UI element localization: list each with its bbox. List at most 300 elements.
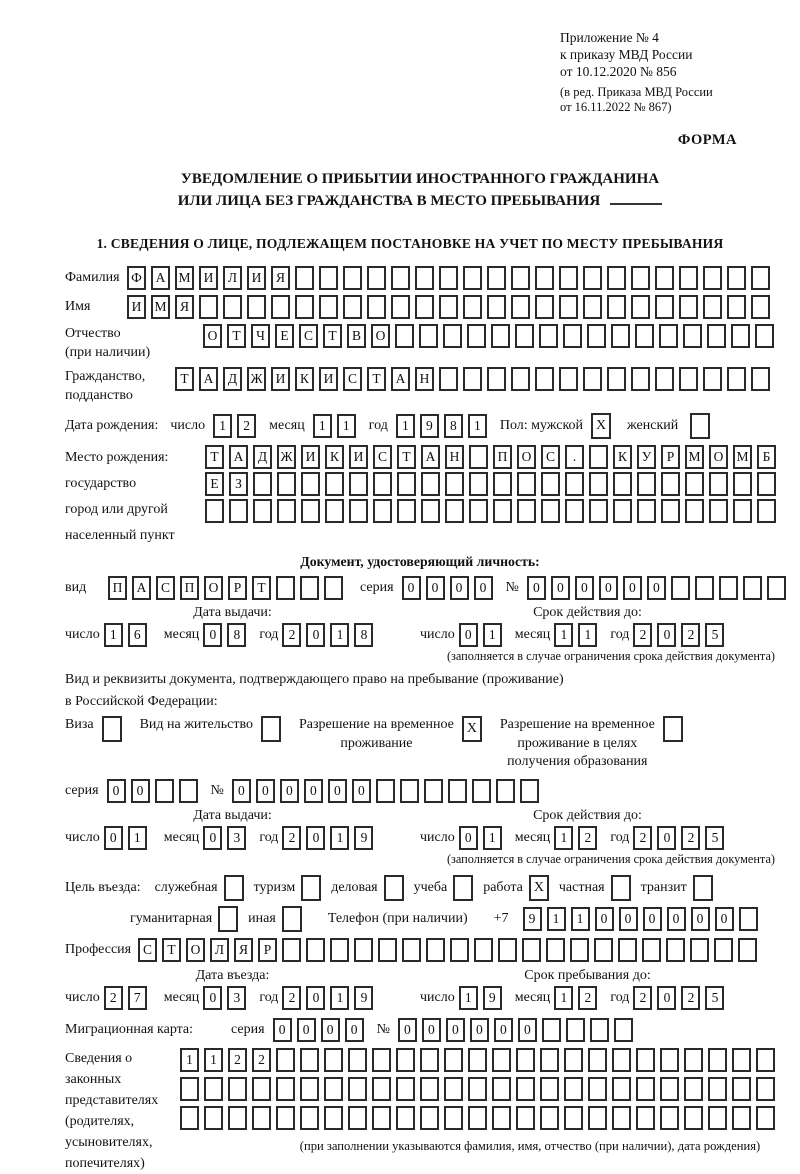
char-cell[interactable]: 2 — [681, 986, 700, 1010]
char-cell[interactable]: 5 — [705, 986, 724, 1010]
char-cell[interactable] — [685, 472, 704, 496]
char-cell[interactable] — [565, 499, 584, 523]
char-cell[interactable]: 0 — [321, 1018, 340, 1042]
char-cell[interactable] — [541, 472, 560, 496]
char-cell[interactable]: 2 — [104, 986, 123, 1010]
char-cell[interactable] — [474, 938, 493, 962]
char-cell[interactable] — [324, 576, 343, 600]
char-cell[interactable]: И — [319, 367, 338, 391]
char-cell[interactable]: 1 — [330, 986, 349, 1010]
char-cell[interactable] — [276, 576, 295, 600]
char-cell[interactable] — [468, 1106, 487, 1130]
char-cell[interactable]: 0 — [232, 779, 251, 803]
char-cell[interactable]: 1 — [180, 1048, 199, 1072]
char-cell[interactable] — [397, 499, 416, 523]
char-cell[interactable]: И — [301, 445, 320, 469]
char-cell[interactable]: 1 — [554, 986, 573, 1010]
char-cell[interactable]: 1 — [547, 907, 566, 931]
char-cell[interactable]: 9 — [420, 414, 439, 438]
char-cell[interactable]: 0 — [104, 826, 123, 850]
char-cell[interactable] — [520, 779, 539, 803]
char-cell[interactable] — [373, 499, 392, 523]
char-cell[interactable]: 5 — [705, 826, 724, 850]
char-cell[interactable] — [469, 445, 488, 469]
char-cell[interactable]: 1 — [337, 414, 356, 438]
residence-permit-checkbox[interactable] — [261, 716, 281, 742]
char-cell[interactable] — [731, 324, 750, 348]
char-cell[interactable]: 1 — [128, 826, 147, 850]
char-cell[interactable] — [714, 938, 733, 962]
char-cell[interactable] — [271, 295, 290, 319]
char-cell[interactable]: 0 — [297, 1018, 316, 1042]
char-cell[interactable]: 0 — [328, 779, 347, 803]
char-cell[interactable] — [450, 938, 469, 962]
char-cell[interactable] — [349, 499, 368, 523]
char-cell[interactable] — [205, 499, 224, 523]
char-cell[interactable] — [463, 266, 482, 290]
char-cell[interactable] — [588, 1106, 607, 1130]
char-cell[interactable] — [204, 1077, 223, 1101]
char-cell[interactable]: К — [613, 445, 632, 469]
char-cell[interactable]: 0 — [273, 1018, 292, 1042]
char-cell[interactable] — [732, 1077, 751, 1101]
char-cell[interactable]: Р — [228, 576, 247, 600]
char-cell[interactable] — [496, 779, 515, 803]
char-cell[interactable]: 0 — [595, 907, 614, 931]
char-cell[interactable] — [469, 499, 488, 523]
char-cell[interactable] — [589, 445, 608, 469]
char-cell[interactable]: 0 — [446, 1018, 465, 1042]
char-cell[interactable]: К — [295, 367, 314, 391]
char-cell[interactable] — [415, 295, 434, 319]
char-cell[interactable]: 0 — [306, 826, 325, 850]
char-cell[interactable] — [708, 1048, 727, 1072]
char-cell[interactable]: 1 — [571, 907, 590, 931]
char-cell[interactable] — [583, 266, 602, 290]
char-cell[interactable]: О — [371, 324, 390, 348]
purpose-business-checkbox[interactable] — [224, 875, 244, 901]
char-cell[interactable]: 0 — [280, 779, 299, 803]
char-cell[interactable] — [343, 295, 362, 319]
char-cell[interactable]: 0 — [459, 623, 478, 647]
char-cell[interactable] — [324, 1048, 343, 1072]
char-cell[interactable] — [727, 295, 746, 319]
char-cell[interactable] — [733, 472, 752, 496]
char-cell[interactable] — [612, 1048, 631, 1072]
char-cell[interactable] — [636, 1077, 655, 1101]
char-cell[interactable]: Ф — [127, 266, 146, 290]
char-cell[interactable] — [415, 266, 434, 290]
char-cell[interactable] — [295, 266, 314, 290]
char-cell[interactable] — [690, 938, 709, 962]
char-cell[interactable] — [391, 295, 410, 319]
char-cell[interactable] — [660, 1048, 679, 1072]
char-cell[interactable]: М — [175, 266, 194, 290]
char-cell[interactable]: С — [299, 324, 318, 348]
char-cell[interactable]: О — [203, 324, 222, 348]
char-cell[interactable] — [707, 324, 726, 348]
char-cell[interactable] — [589, 499, 608, 523]
char-cell[interactable]: Н — [415, 367, 434, 391]
char-cell[interactable]: Т — [175, 367, 194, 391]
char-cell[interactable] — [348, 1048, 367, 1072]
char-cell[interactable] — [636, 1106, 655, 1130]
char-cell[interactable] — [637, 472, 656, 496]
char-cell[interactable] — [343, 266, 362, 290]
char-cell[interactable] — [703, 266, 722, 290]
char-cell[interactable]: 0 — [575, 576, 594, 600]
char-cell[interactable]: 0 — [422, 1018, 441, 1042]
char-cell[interactable]: А — [229, 445, 248, 469]
char-cell[interactable] — [683, 324, 702, 348]
char-cell[interactable]: 1 — [578, 623, 597, 647]
char-cell[interactable]: Я — [271, 266, 290, 290]
char-cell[interactable] — [612, 1106, 631, 1130]
char-cell[interactable] — [679, 295, 698, 319]
char-cell[interactable] — [367, 266, 386, 290]
char-cell[interactable]: Р — [258, 938, 277, 962]
char-cell[interactable]: 2 — [282, 986, 301, 1010]
char-cell[interactable] — [491, 324, 510, 348]
char-cell[interactable] — [511, 367, 530, 391]
char-cell[interactable]: Я — [234, 938, 253, 962]
char-cell[interactable]: 0 — [518, 1018, 537, 1042]
char-cell[interactable]: А — [391, 367, 410, 391]
char-cell[interactable] — [559, 295, 578, 319]
char-cell[interactable] — [703, 295, 722, 319]
char-cell[interactable] — [563, 324, 582, 348]
char-cell[interactable] — [709, 472, 728, 496]
char-cell[interactable] — [402, 938, 421, 962]
char-cell[interactable] — [709, 499, 728, 523]
char-cell[interactable] — [594, 938, 613, 962]
char-cell[interactable]: Ж — [277, 445, 296, 469]
char-cell[interactable] — [348, 1106, 367, 1130]
char-cell[interactable] — [666, 938, 685, 962]
char-cell[interactable]: И — [247, 266, 266, 290]
char-cell[interactable] — [492, 1077, 511, 1101]
char-cell[interactable] — [354, 938, 373, 962]
char-cell[interactable] — [472, 779, 491, 803]
char-cell[interactable]: 0 — [474, 576, 493, 600]
char-cell[interactable]: 3 — [227, 826, 246, 850]
char-cell[interactable] — [612, 1077, 631, 1101]
char-cell[interactable]: Т — [367, 367, 386, 391]
char-cell[interactable] — [487, 295, 506, 319]
char-cell[interactable]: 0 — [643, 907, 662, 931]
char-cell[interactable]: 1 — [459, 986, 478, 1010]
char-cell[interactable]: С — [138, 938, 157, 962]
char-cell[interactable]: А — [421, 445, 440, 469]
char-cell[interactable] — [535, 367, 554, 391]
char-cell[interactable]: К — [325, 445, 344, 469]
char-cell[interactable]: 0 — [551, 576, 570, 600]
char-cell[interactable]: И — [199, 266, 218, 290]
char-cell[interactable] — [661, 499, 680, 523]
char-cell[interactable] — [542, 1018, 561, 1042]
char-cell[interactable] — [445, 499, 464, 523]
char-cell[interactable]: 0 — [599, 576, 618, 600]
char-cell[interactable] — [516, 1106, 535, 1130]
char-cell[interactable] — [756, 1048, 775, 1072]
char-cell[interactable] — [695, 576, 714, 600]
char-cell[interactable] — [420, 1077, 439, 1101]
purpose-private-checkbox[interactable] — [611, 875, 631, 901]
char-cell[interactable] — [282, 938, 301, 962]
char-cell[interactable] — [300, 1048, 319, 1072]
char-cell[interactable] — [607, 266, 626, 290]
char-cell[interactable]: Д — [253, 445, 272, 469]
char-cell[interactable] — [396, 1106, 415, 1130]
char-cell[interactable] — [445, 472, 464, 496]
char-cell[interactable]: 1 — [213, 414, 232, 438]
char-cell[interactable] — [448, 779, 467, 803]
char-cell[interactable] — [487, 367, 506, 391]
char-cell[interactable] — [607, 367, 626, 391]
char-cell[interactable]: 6 — [128, 623, 147, 647]
char-cell[interactable] — [300, 1106, 319, 1130]
char-cell[interactable] — [330, 938, 349, 962]
char-cell[interactable]: 0 — [667, 907, 686, 931]
char-cell[interactable]: 2 — [252, 1048, 271, 1072]
char-cell[interactable] — [757, 472, 776, 496]
char-cell[interactable]: 0 — [203, 623, 222, 647]
char-cell[interactable] — [319, 295, 338, 319]
char-cell[interactable] — [372, 1106, 391, 1130]
char-cell[interactable] — [277, 472, 296, 496]
char-cell[interactable] — [564, 1048, 583, 1072]
char-cell[interactable]: 2 — [633, 623, 652, 647]
char-cell[interactable] — [439, 266, 458, 290]
char-cell[interactable]: 9 — [523, 907, 542, 931]
char-cell[interactable] — [755, 324, 774, 348]
char-cell[interactable] — [378, 938, 397, 962]
char-cell[interactable] — [727, 266, 746, 290]
char-cell[interactable]: 0 — [306, 986, 325, 1010]
char-cell[interactable] — [493, 472, 512, 496]
char-cell[interactable] — [685, 499, 704, 523]
char-cell[interactable] — [655, 295, 674, 319]
char-cell[interactable] — [295, 295, 314, 319]
char-cell[interactable]: 0 — [657, 826, 676, 850]
char-cell[interactable]: И — [127, 295, 146, 319]
char-cell[interactable] — [372, 1077, 391, 1101]
char-cell[interactable] — [421, 472, 440, 496]
char-cell[interactable] — [522, 938, 541, 962]
char-cell[interactable] — [396, 1077, 415, 1101]
char-cell[interactable]: Т — [227, 324, 246, 348]
char-cell[interactable]: 0 — [657, 986, 676, 1010]
char-cell[interactable]: 2 — [578, 986, 597, 1010]
char-cell[interactable] — [247, 295, 266, 319]
char-cell[interactable]: 0 — [527, 576, 546, 600]
char-cell[interactable]: 0 — [691, 907, 710, 931]
char-cell[interactable] — [607, 295, 626, 319]
char-cell[interactable] — [684, 1048, 703, 1072]
char-cell[interactable] — [684, 1077, 703, 1101]
sex-male-checkbox[interactable]: X — [591, 413, 611, 439]
char-cell[interactable] — [424, 779, 443, 803]
char-cell[interactable] — [708, 1077, 727, 1101]
char-cell[interactable]: Р — [661, 445, 680, 469]
temp-residence-checkbox[interactable]: X — [462, 716, 482, 742]
char-cell[interactable] — [439, 367, 458, 391]
char-cell[interactable] — [732, 1106, 751, 1130]
char-cell[interactable] — [743, 576, 762, 600]
char-cell[interactable]: . — [565, 445, 584, 469]
char-cell[interactable] — [659, 324, 678, 348]
char-cell[interactable] — [583, 367, 602, 391]
char-cell[interactable]: М — [733, 445, 752, 469]
char-cell[interactable]: 0 — [657, 623, 676, 647]
char-cell[interactable] — [325, 499, 344, 523]
char-cell[interactable]: С — [541, 445, 560, 469]
char-cell[interactable] — [631, 367, 650, 391]
char-cell[interactable] — [467, 324, 486, 348]
char-cell[interactable]: 9 — [483, 986, 502, 1010]
char-cell[interactable]: 0 — [304, 779, 323, 803]
char-cell[interactable] — [199, 295, 218, 319]
char-cell[interactable]: 0 — [345, 1018, 364, 1042]
purpose-tourism-checkbox[interactable] — [301, 875, 321, 901]
char-cell[interactable] — [252, 1077, 271, 1101]
char-cell[interactable]: С — [373, 445, 392, 469]
char-cell[interactable] — [420, 1106, 439, 1130]
char-cell[interactable]: Б — [757, 445, 776, 469]
char-cell[interactable] — [396, 1048, 415, 1072]
char-cell[interactable] — [564, 1077, 583, 1101]
char-cell[interactable]: 3 — [227, 986, 246, 1010]
char-cell[interactable]: 0 — [203, 986, 222, 1010]
char-cell[interactable] — [757, 499, 776, 523]
char-cell[interactable]: 0 — [398, 1018, 417, 1042]
char-cell[interactable]: 1 — [330, 623, 349, 647]
char-cell[interactable] — [463, 367, 482, 391]
char-cell[interactable] — [493, 499, 512, 523]
char-cell[interactable]: Л — [210, 938, 229, 962]
char-cell[interactable] — [588, 1048, 607, 1072]
char-cell[interactable]: 0 — [131, 779, 150, 803]
char-cell[interactable]: Т — [252, 576, 271, 600]
char-cell[interactable]: И — [271, 367, 290, 391]
char-cell[interactable] — [253, 499, 272, 523]
char-cell[interactable] — [325, 472, 344, 496]
char-cell[interactable]: 0 — [459, 826, 478, 850]
char-cell[interactable] — [636, 1048, 655, 1072]
char-cell[interactable] — [463, 295, 482, 319]
char-cell[interactable] — [559, 266, 578, 290]
char-cell[interactable]: 0 — [352, 779, 371, 803]
char-cell[interactable] — [420, 1048, 439, 1072]
char-cell[interactable]: 0 — [619, 907, 638, 931]
purpose-humanitarian-checkbox[interactable] — [218, 906, 238, 932]
char-cell[interactable]: О — [204, 576, 223, 600]
char-cell[interactable] — [540, 1106, 559, 1130]
char-cell[interactable]: 8 — [227, 623, 246, 647]
char-cell[interactable]: О — [186, 938, 205, 962]
char-cell[interactable] — [517, 499, 536, 523]
char-cell[interactable]: Т — [323, 324, 342, 348]
char-cell[interactable] — [733, 499, 752, 523]
char-cell[interactable] — [655, 367, 674, 391]
char-cell[interactable] — [751, 266, 770, 290]
char-cell[interactable]: 2 — [681, 623, 700, 647]
char-cell[interactable] — [570, 938, 589, 962]
char-cell[interactable] — [661, 472, 680, 496]
char-cell[interactable] — [708, 1106, 727, 1130]
char-cell[interactable] — [397, 472, 416, 496]
char-cell[interactable]: Н — [445, 445, 464, 469]
char-cell[interactable] — [540, 1077, 559, 1101]
char-cell[interactable] — [540, 1048, 559, 1072]
char-cell[interactable] — [468, 1048, 487, 1072]
char-cell[interactable]: 1 — [483, 826, 502, 850]
char-cell[interactable] — [751, 295, 770, 319]
char-cell[interactable]: 2 — [633, 986, 652, 1010]
char-cell[interactable] — [179, 779, 198, 803]
char-cell[interactable]: Е — [275, 324, 294, 348]
char-cell[interactable] — [738, 938, 757, 962]
char-cell[interactable]: У — [637, 445, 656, 469]
char-cell[interactable]: 2 — [578, 826, 597, 850]
char-cell[interactable]: 2 — [228, 1048, 247, 1072]
char-cell[interactable] — [468, 1077, 487, 1101]
char-cell[interactable]: 7 — [128, 986, 147, 1010]
char-cell[interactable] — [635, 324, 654, 348]
char-cell[interactable] — [660, 1106, 679, 1130]
char-cell[interactable]: И — [349, 445, 368, 469]
char-cell[interactable] — [324, 1077, 343, 1101]
purpose-transit-checkbox[interactable] — [693, 875, 713, 901]
char-cell[interactable] — [589, 472, 608, 496]
char-cell[interactable] — [559, 367, 578, 391]
char-cell[interactable] — [660, 1077, 679, 1101]
char-cell[interactable]: 9 — [354, 986, 373, 1010]
char-cell[interactable]: 0 — [306, 623, 325, 647]
char-cell[interactable]: О — [517, 445, 536, 469]
char-cell[interactable] — [565, 472, 584, 496]
char-cell[interactable]: 1 — [483, 623, 502, 647]
char-cell[interactable]: 1 — [330, 826, 349, 850]
char-cell[interactable] — [587, 324, 606, 348]
char-cell[interactable] — [739, 907, 758, 931]
char-cell[interactable] — [306, 938, 325, 962]
char-cell[interactable] — [516, 1048, 535, 1072]
char-cell[interactable] — [180, 1077, 199, 1101]
visa-checkbox[interactable] — [102, 716, 122, 742]
char-cell[interactable] — [511, 266, 530, 290]
char-cell[interactable] — [539, 324, 558, 348]
char-cell[interactable] — [419, 324, 438, 348]
char-cell[interactable]: Ч — [251, 324, 270, 348]
char-cell[interactable] — [515, 324, 534, 348]
char-cell[interactable] — [444, 1077, 463, 1101]
purpose-commercial-checkbox[interactable] — [384, 875, 404, 901]
char-cell[interactable] — [498, 938, 517, 962]
char-cell[interactable]: 2 — [633, 826, 652, 850]
char-cell[interactable]: Т — [162, 938, 181, 962]
char-cell[interactable] — [319, 266, 338, 290]
char-cell[interactable] — [614, 1018, 633, 1042]
char-cell[interactable] — [469, 472, 488, 496]
char-cell[interactable] — [252, 1106, 271, 1130]
char-cell[interactable] — [642, 938, 661, 962]
char-cell[interactable] — [324, 1106, 343, 1130]
char-cell[interactable]: А — [151, 266, 170, 290]
char-cell[interactable]: 0 — [203, 826, 222, 850]
char-cell[interactable]: 0 — [494, 1018, 513, 1042]
char-cell[interactable] — [590, 1018, 609, 1042]
